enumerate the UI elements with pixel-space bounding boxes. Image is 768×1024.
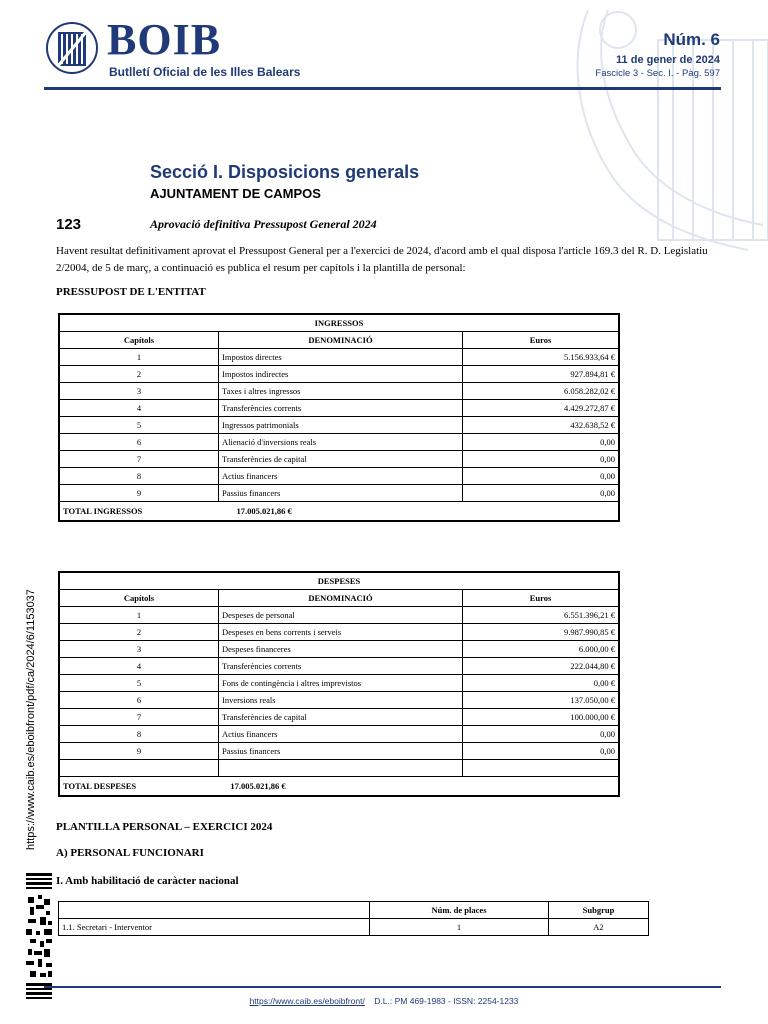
income-total-value: 17.005.021,86 € — [236, 506, 292, 516]
euros-cell: 0,00 — [463, 451, 620, 468]
denomination-cell: Transferències corrents — [219, 658, 463, 675]
chapter-cell: 4 — [59, 400, 219, 417]
chapter-cell: 2 — [59, 366, 219, 383]
footer — [0, 996, 768, 1006]
table-row — [59, 366, 619, 383]
denomination-cell: Actius financers — [219, 468, 463, 485]
euros-cell: 4.429.272,87 € — [463, 400, 620, 417]
euros-cell: 0,00 — [463, 726, 620, 743]
staff-group-heading: I. Amb habilitació de caràcter nacional — [56, 875, 239, 887]
chapter-cell: 1 — [59, 607, 219, 624]
denomination-cell: Alienació d'inversions reals — [219, 434, 463, 451]
section-title: Secció I. Disposicions generals — [150, 162, 420, 182]
side-document-url[interactable] — [20, 560, 40, 850]
entity-name: AJUNTAMENT DE CAMPOS — [150, 186, 321, 201]
table-row — [59, 349, 619, 366]
chapter-cell: 9 — [59, 485, 219, 502]
document-intro: Havent resultat definitivament aprovat el Pressupost General per a l'exercici de 2024, d'acord amb el qual disposa l'article 169.3 del R. D. Legislatiu 2/2004, de 5 de març, a continuació es publica el resum per capítols i la plantilla de personal: — [56, 245, 708, 274]
header-divider — [44, 87, 721, 90]
staff-table — [58, 901, 649, 936]
denomination-cell: Impostos indirectes — [219, 366, 463, 383]
table-row — [59, 760, 619, 777]
chapter-cell: 8 — [59, 726, 219, 743]
table-row — [59, 624, 619, 641]
staff-subheading: A) PERSONAL FUNCIONARI — [56, 847, 204, 859]
chapter-cell: 7 — [59, 709, 219, 726]
chapter-cell: 3 — [59, 383, 219, 400]
staff-header-places: Núm. de places — [370, 902, 549, 919]
footer-link[interactable]: https://www.caib.es/eboibfront/ — [249, 996, 365, 1006]
euros-cell: 0,00 € — [463, 675, 620, 692]
euros-cell: 6.000,00 € — [463, 641, 620, 658]
footer-legal: D.L.: PM 469-1983 - ISSN: 2254-1233 — [374, 996, 519, 1006]
expenses-rows — [59, 607, 619, 777]
denomination-cell: Passius financers — [219, 743, 463, 760]
denomination-cell: Impostos directes — [219, 349, 463, 366]
table-row — [59, 709, 619, 726]
euros-cell: 6.551.396,21 € — [463, 607, 620, 624]
expenses-total-row — [59, 777, 619, 797]
denomination-cell: Despeses financeres — [219, 641, 463, 658]
euros-cell: 9.987.990,85 € — [463, 624, 620, 641]
chapter-cell: 6 — [59, 434, 219, 451]
staff-subgroup: A2 — [549, 919, 649, 936]
staff-post: 1.1. Secretari - Interventor — [59, 919, 370, 936]
chapter-cell: 7 — [59, 451, 219, 468]
chapter-cell: 5 — [59, 675, 219, 692]
denomination-cell: Despeses en bens corrents i serveis — [219, 624, 463, 641]
table-row — [59, 692, 619, 709]
euros-cell: 0,00 — [463, 434, 620, 451]
staff-header-post — [59, 902, 370, 919]
issue-fascicle: Fascicle 3 - Sec. I. - Pàg. 597 — [595, 68, 720, 79]
chapter-cell: 9 — [59, 743, 219, 760]
euros-cell: 0,00 — [463, 485, 620, 502]
chapter-cell: 3 — [59, 641, 219, 658]
income-rows — [59, 349, 619, 502]
income-table-title: INGRESSOS — [59, 314, 619, 332]
document-title: Aprovació definitiva Pressupost General 2024 — [150, 217, 377, 231]
footer-divider — [44, 986, 721, 988]
table-row — [59, 658, 619, 675]
expenses-header-denomination: DENOMINACIÓ — [219, 590, 463, 607]
document-number: 123 — [56, 216, 82, 233]
euros-cell: 432.638,52 € — [463, 417, 620, 434]
brand-subtitle: Butlletí Oficial de les Illes Balears — [109, 65, 301, 79]
euros-cell: 137.050,00 € — [463, 692, 620, 709]
denomination-cell: Transferències corrents — [219, 400, 463, 417]
income-total-label: TOTAL INGRESSOS — [63, 506, 143, 516]
expenses-table-title: DESPESES — [59, 572, 619, 590]
expenses-header-euros: Euros — [463, 590, 620, 607]
income-total-row — [59, 502, 619, 522]
chapter-cell: 4 — [59, 658, 219, 675]
denomination-cell: Passius financers — [219, 485, 463, 502]
euros-cell — [463, 760, 620, 777]
table-row — [59, 743, 619, 760]
euros-cell: 0,00 — [463, 743, 620, 760]
euros-cell: 6.058.282,02 € — [463, 383, 620, 400]
chapter-cell: 5 — [59, 417, 219, 434]
table-row — [59, 417, 619, 434]
boib-crest-logo — [46, 18, 98, 78]
issue-number: Núm. 6 — [663, 30, 720, 49]
income-table — [58, 313, 620, 522]
budget-heading: PRESSUPOST DE L'ENTITAT — [56, 286, 206, 298]
euros-cell: 0,00 — [463, 468, 620, 485]
table-row — [59, 675, 619, 692]
denomination-cell: Inversions reals — [219, 692, 463, 709]
table-row — [59, 468, 619, 485]
table-row — [59, 383, 619, 400]
denomination-cell: Transferències de capital — [219, 709, 463, 726]
euros-cell: 927.894,81 € — [463, 366, 620, 383]
denomination-cell — [219, 760, 463, 777]
qr-code — [26, 873, 52, 999]
table-row — [59, 485, 619, 502]
euros-cell: 5.156.933,64 € — [463, 349, 620, 366]
denomination-cell: Despeses de personal — [219, 607, 463, 624]
denomination-cell: Actius financers — [219, 726, 463, 743]
table-row — [59, 919, 649, 936]
chapter-cell: 8 — [59, 468, 219, 485]
table-row — [59, 400, 619, 417]
income-header-euros: Euros — [463, 332, 620, 349]
staff-heading: PLANTILLA PERSONAL – EXERCICI 2024 — [56, 821, 273, 833]
brand-title: BOIB — [107, 15, 222, 64]
chapter-cell — [59, 760, 219, 777]
euros-cell: 222.044,80 € — [463, 658, 620, 675]
income-header-chapters: Capítols — [59, 332, 219, 349]
euros-cell: 100.000,00 € — [463, 709, 620, 726]
staff-header-subgroup: Subgrup — [549, 902, 649, 919]
table-row — [59, 641, 619, 658]
staff-places: 1 — [370, 919, 549, 936]
denomination-cell: Taxes i altres ingressos — [219, 383, 463, 400]
issue-info — [595, 30, 720, 79]
denomination-cell: Transferències de capital — [219, 451, 463, 468]
denomination-cell: Fons de contingència i altres imprevistos — [219, 675, 463, 692]
issue-date: 11 de gener de 2024 — [616, 54, 720, 66]
table-row — [59, 607, 619, 624]
table-row — [59, 451, 619, 468]
expenses-header-chapters: Capítols — [59, 590, 219, 607]
table-row — [59, 726, 619, 743]
expenses-table — [58, 571, 620, 797]
chapter-cell: 2 — [59, 624, 219, 641]
table-row — [59, 434, 619, 451]
chapter-cell: 1 — [59, 349, 219, 366]
side-url-text[interactable]: https://www.caib.es/eboibfront/pdf/ca/2024/6/1153037 — [25, 589, 37, 850]
income-header-denomination: DENOMINACIÓ — [219, 332, 463, 349]
chapter-cell: 6 — [59, 692, 219, 709]
expenses-total-label: TOTAL DESPESES — [63, 781, 137, 791]
expenses-total-value: 17.005.021,86 € — [230, 781, 286, 791]
denomination-cell: Ingressos patrimonials — [219, 417, 463, 434]
